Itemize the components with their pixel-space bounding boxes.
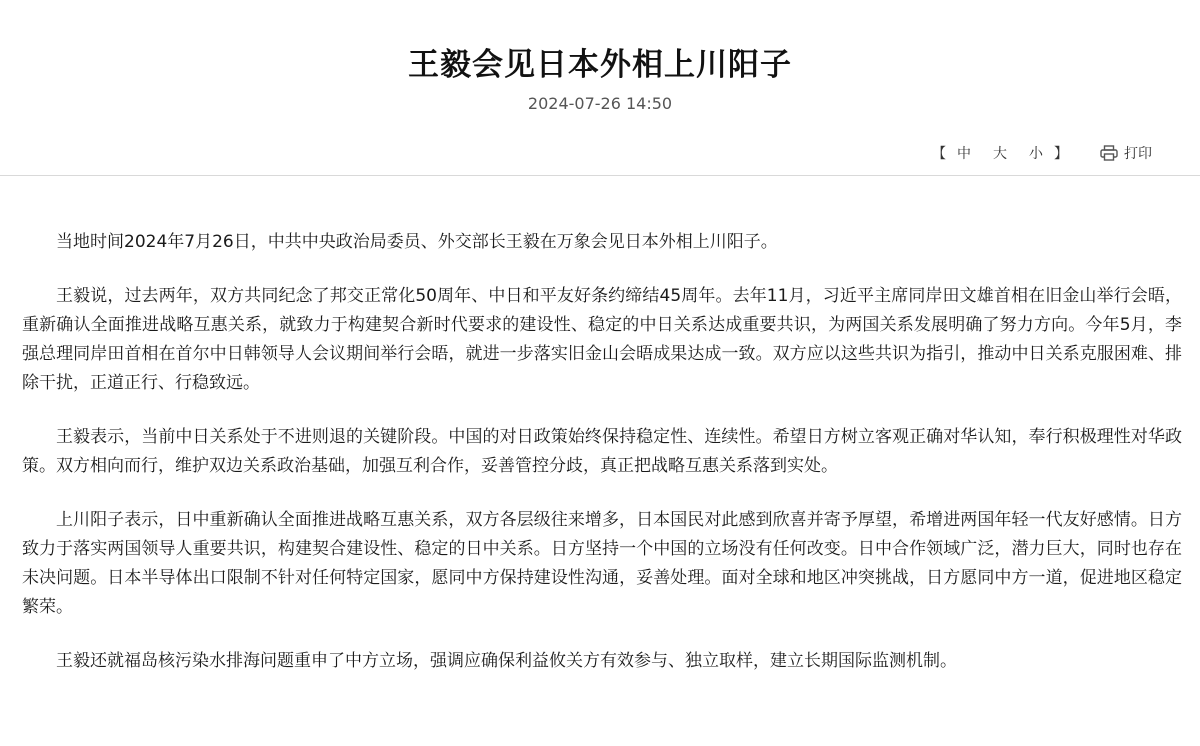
print-label: 打印: [1124, 146, 1152, 162]
print-button[interactable]: [1100, 143, 1152, 163]
article-title: 王毅会见日本外相上川阳子: [408, 46, 792, 83]
font-size-large-button[interactable]: 大: [993, 146, 1007, 162]
publish-date: 2024-07-26 14:50: [527, 94, 673, 113]
paragraph: 王毅表示，当前中日关系处于不进则退的关键阶段。中国的对日政策始终保持稳定性、连续性。希望日方树立客观正确对华认知，奉行积极理性对华政策。双方相向而行，维护双边关系政治基础，加强互利合作，妥善管控分歧，真正把战略互惠关系落到实处。: [22, 427, 1182, 476]
article-toolbar: [932, 142, 1152, 164]
article-body: [22, 228, 1182, 701]
paragraph: 当地时间2024年7月26日，中共中央政治局委员、外交部长王毅在万象会见日本外相上川阳子。: [56, 232, 778, 252]
header-divider: [0, 175, 1200, 176]
font-size-selector: [932, 143, 1068, 163]
bracket-open: 【: [932, 146, 946, 162]
paragraph: 上川阳子表示，日中重新确认全面推进战略互惠关系，双方各层级往来增多，日本国民对此感到欣喜并寄予厚望，希增进两国年轻一代友好感情。日方致力于落实两国领导人重要共识，构建契合建设性、稳定的日中关系。日方坚持一个中国的立场没有任何改变。日中合作领域广泛，潜力巨大，同时也存在未决问题。日本半导体出口限制不针对任何特定国家，愿同中方保持建设性沟通，妥善处理。面对全球和地区冲突挑战，日方愿同中方一道，促进地区稳定繁荣。: [22, 510, 1182, 617]
font-size-medium-button[interactable]: 中: [957, 146, 971, 162]
paragraph: 王毅说，过去两年，双方共同纪念了邦交正常化50周年、中日和平友好条约缔结45周年。去年11月，习近平主席同岸田文雄首相在旧金山举行会晤，重新确认全面推进战略互惠关系，就致力于构建契合新时代要求的建设性、稳定的中日关系达成重要共识，为两国关系发展明确了努力方向。今年5月，李强总理同岸田首相在首尔中日韩领导人会议期间举行会晤，就进一步落实旧金山会晤成果达成一致。双方应以这些共识为指引，推动中日关系克服困难、排除干扰，正道正行、行稳致远。: [22, 286, 1182, 393]
bracket-close: 】: [1054, 146, 1068, 162]
paragraph: 王毅还就福岛核污染水排海问题重申了中方立场，强调应确保利益攸关方有效参与、独立取样，建立长期国际监测机制。: [56, 651, 957, 671]
printer-icon: [1100, 145, 1118, 161]
font-size-small-button[interactable]: 小: [1029, 146, 1043, 162]
